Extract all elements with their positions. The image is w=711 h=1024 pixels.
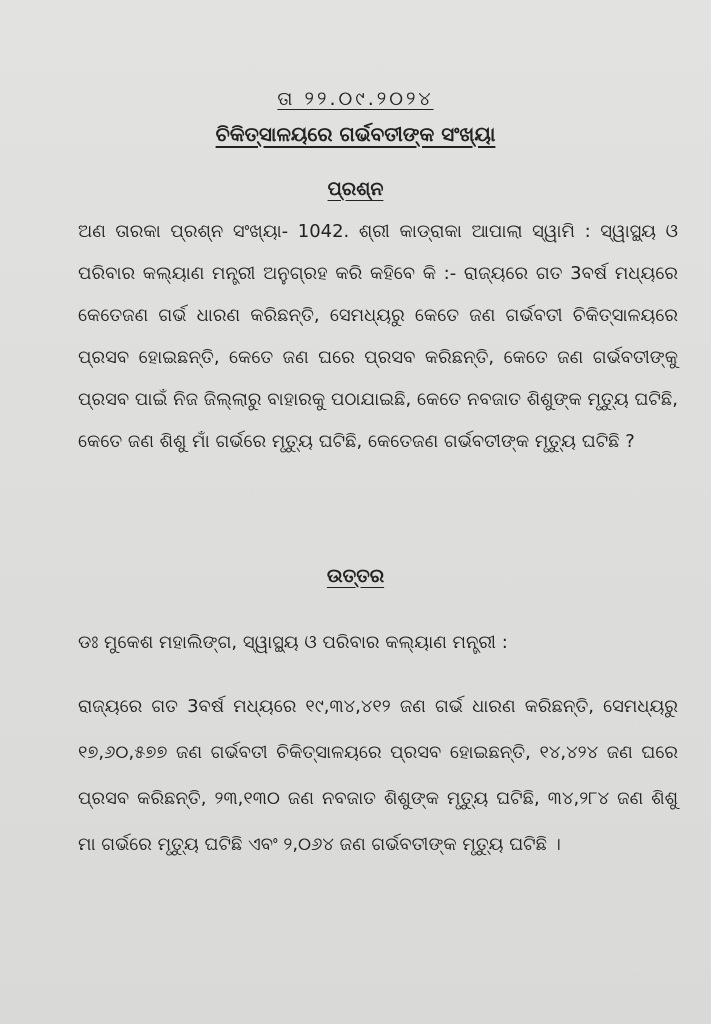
question-paragraph: ଅଣ ତାରକା ପ୍ରଶ୍ନ ସଂଖ୍ୟା- 1042. ଶ୍ରୀ କାଡ୍ରାକା ଆପାଲା ସ୍ୱାମି : ସ୍ୱାସ୍ଥ୍ୟ ଓ ପରିବାର କଲ୍ୟାଣ ମନ୍ତ୍ରୀ ଅନୁଗ୍ରହ କରି କହିବେ କି :- ରାଜ୍ୟରେ ଗତ 3ବର୍ଷ ମଧ୍ୟରେ କେତେଜଣ ଗର୍ଭ ଧାରଣ କରିଛନ୍ତି, ସେମଧ୍ୟରୁ କେତେ ଜଣ ଗର୍ଭବତୀ ଚିକିତ୍ସାଳୟରେ ପ୍ରସବ ହୋଇଛନ୍ତି, କେତେ ଜଣ ଘରେ ପ୍ରସବ କରିଛନ୍ତି, କେତେ ଜଣ ଗର୍ଭବତୀଙ୍କୁ ପ୍ରସବ ପାଇଁ ନିଜ ଜିଲ୍ଲାରୁ ବାହାରକୁ ପଠାଯାଇଛି, କେତେ ନବଜାତ ଶିଶୁଙ୍କ ମୃତ୍ୟୁ ଘଟିଛି, କେତେ ଜଣ ଶିଶୁ ମାଁ ଗର୍ଭରେ ମୃତ୍ୟୁ ଘଟିଛି, କେତେଜଣ ଗର୍ଭବତୀଙ୍କ ମୃତ୍ୟୁ ଘଟିଛି ? — [78, 221, 678, 452]
question-heading-text: ପ୍ରଶ୍ନ — [327, 178, 384, 200]
answer-paragraph: ରାଜ୍ୟରେ ଗତ 3ବର୍ଷ ମଧ୍ୟରେ ୧୯,୩୪,୪୧୨ ଜଣ ଗର୍ଭ ଧାରଣ କରିଛନ୍ତି, ସେମଧ୍ୟରୁ ୧୭,୬୦,୫୭୭ ଜଣ ଗର୍ଭବତୀ ଚିକିତ୍ସାଳୟରେ ପ୍ରସବ ହୋଇଛନ୍ତି, ୧୪,୪୨୪ ଜଣ ଘରେ ପ୍ରସବ କରିଛନ୍ତି, ୨୩,୧୩୦ ଜଣ ନବଜାତ ଶିଶୁଙ୍କ ମୃତ୍ୟୁ ଘଟିଛି, ୩୪,୨୮୪ ଜଣ ଶିଶୁ ମା ଗର୍ଭରେ ମୃତ୍ୟୁ ଘଟିଛି ଏବଂ ୨,୦୬୪ ଜଣ ଗର୍ଭବତୀଙ୍କ ମୃତ୍ୟୁ ଘଟିଛି । — [78, 696, 678, 855]
document-date: ତା ୨୨.୦୯.୨୦୨୪ — [277, 88, 434, 110]
answer-heading — [0, 565, 711, 587]
answer-heading-text: ଉତ୍ତର — [326, 565, 385, 587]
question-heading — [0, 178, 711, 200]
document-header — [0, 88, 711, 146]
minister-line: ଡଃ ମୁକେଶ ମହାଲିଙ୍ଗ, ସ୍ୱାସ୍ଥ୍ୟ ଓ ପରିବାର କଲ୍ୟାଣ ମନ୍ତ୍ରୀ : — [78, 632, 508, 653]
document-title — [0, 122, 711, 146]
document-title-text: ଚିକିତ୍ସାଳୟରେ ଗର୍ଭବତୀଙ୍କ ସଂଖ୍ୟା — [215, 122, 496, 146]
